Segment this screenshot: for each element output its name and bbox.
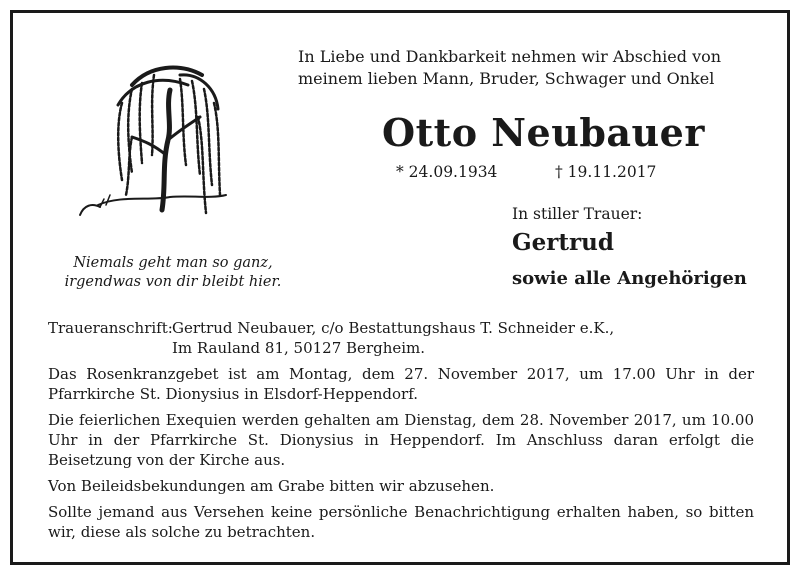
funeral-paragraph: Die feierlichen Exequien werden gehalten am Dienstag, dem 28. November 2017, um 10.00 Uhr in der Pfarrkirche St. Dionysius in Heppendorf. Im Anschluss daran erfolgt die Beisetzung von der Kirche aus. [48,411,754,469]
weeping-willow-tree-icon [70,45,230,225]
mourner-name: Gertrud [512,229,614,256]
address-label: Traueranschrift: [48,319,173,337]
quote-line: Niemals geht man so ganz, [73,255,273,271]
address-line: Gertrud Neubauer, c/o Bestattungshaus T. Schneider e.K., [172,319,615,337]
birth-date: * 24.09.1934 [396,163,498,181]
other-mourners: sowie alle Angehörigen [512,268,747,289]
intro-line: In Liebe und Dankbarkeit nehmen wir Abschied von [298,47,722,66]
mourners-label: In stiller Trauer: [512,205,643,223]
death-date: † 19.11.2017 [555,163,657,181]
address-line: Im Rauland 81, 50127 Bergheim. [172,339,426,357]
condolence-paragraph: Von Beileidsbekundungen am Grabe bitten wir abzusehen. [48,477,495,495]
notice-body [48,318,754,542]
rosary-paragraph: Das Rosenkranzgebet ist am Montag, dem 27. November 2017, um 17.00 Uhr in der Pfarrkirche St. Dionysius in Elsdorf-Heppendorf. [48,365,754,403]
intro-text [298,46,768,90]
intro-line: meinem lieben Mann, Bruder, Schwager und Onkel [298,69,715,88]
address-lines [172,318,614,358]
deceased-name: Otto Neubauer [382,110,705,155]
mourning-address [48,318,754,358]
notification-paragraph: Sollte jemand aus Versehen keine persönliche Benachrichtigung erhalten haben, so bitten wir, diese als solche zu betrachten. [48,503,754,541]
quote-line: irgendwas von dir bleibt hier. [64,274,282,290]
memorial-quote [40,254,306,292]
